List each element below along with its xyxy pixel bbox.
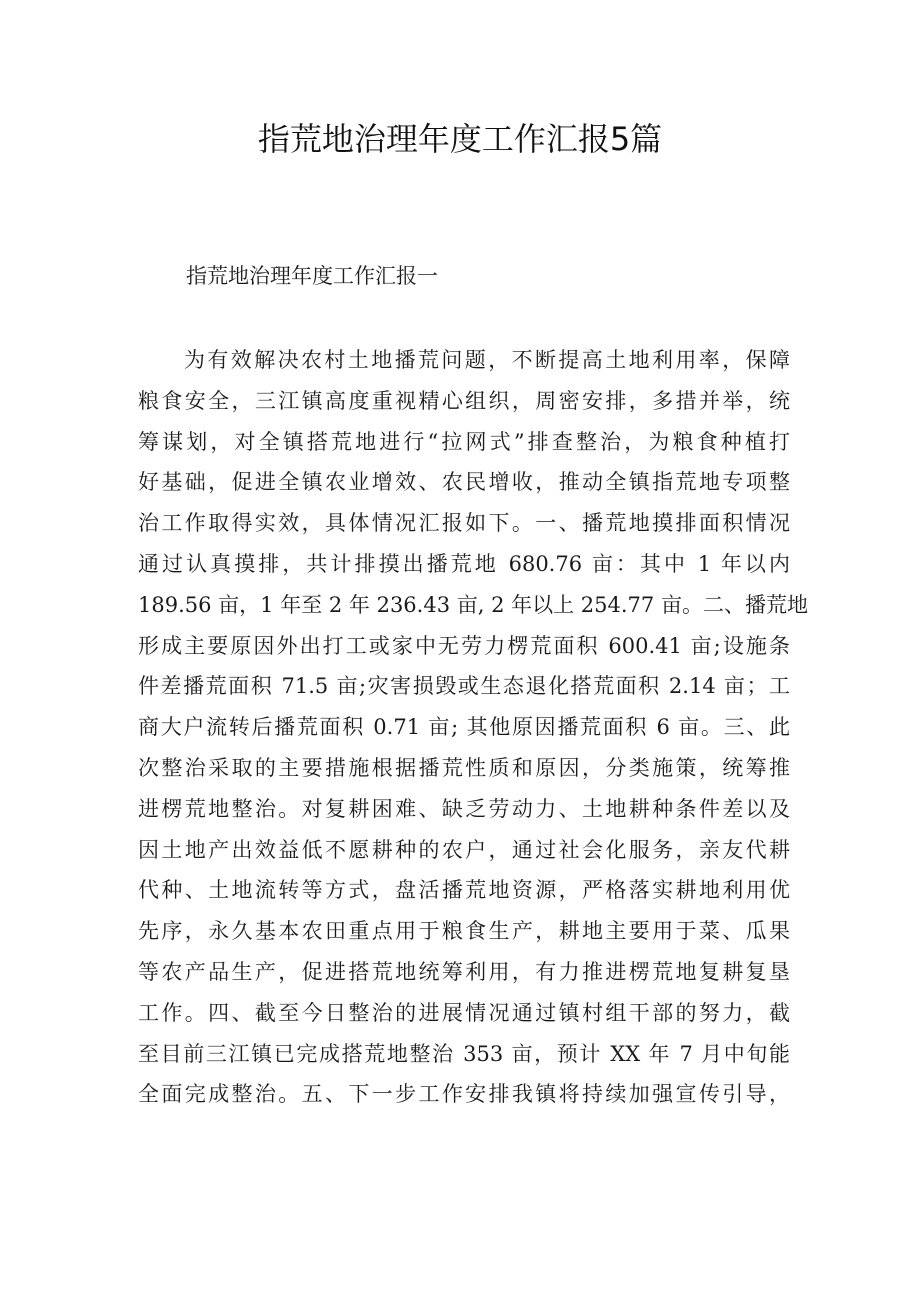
document-title: 指荒地治理年度工作汇报5篇 <box>257 120 663 158</box>
paragraph-line: 次整治采取的主要措施根据播荒性质和原因，分类施策，统筹推 <box>138 755 790 780</box>
paragraph-line: 进楞荒地整治。对复耕困难、缺乏劳动力、土地耕种条件差以及 <box>138 796 790 821</box>
paragraph-line: 全面完成整治。五、下一步工作安排我镇将持续加强宣传引导， <box>138 1082 790 1107</box>
paragraph-line: 因土地产出效益低不愿耕种的农户，通过社会化服务，亲友代耕 <box>138 837 790 862</box>
paragraph-line: 工作。四、截至今日整治的进展情况通过镇村组干部的努力，截 <box>138 1000 790 1025</box>
paragraph-line: 代种、土地流转等方式，盘活播荒地资源，严格落实耕地利用优 <box>138 878 790 903</box>
body-paragraph <box>138 340 808 1115</box>
paragraph-line: 治工作取得实效，具体情况汇报如下。一、播荒地摸排面积情况 <box>138 511 790 536</box>
paragraph-line: 件差播荒面积 71.5 亩;灾害损毁或生态退化搭荒面积 2.14 亩；工 <box>138 674 790 699</box>
paragraph-line: 商大户流转后播荒面积 0.71 亩; 其他原因播荒面积 6 亩。三、此 <box>138 715 790 740</box>
paragraph-line: 筹谋划，对全镇搭荒地进行“拉网式”排查整治，为粮食种植打 <box>138 429 790 454</box>
paragraph-line: 189.56 亩，1 年至 2 年 236.43 亩, 2 年以上 254.77 亩。二、播荒地 <box>138 592 808 617</box>
paragraph-line: 先序，永久基本农田重点用于粮食生产，耕地主要用于菜、瓜果 <box>138 919 790 944</box>
paragraph-line: 至目前三江镇已完成搭荒地整治 353 亩，预计 XX 年 7 月中旬能 <box>138 1041 790 1066</box>
paragraph-line: 粮食安全，三江镇高度重视精心组织，周密安排，多措并举，统 <box>138 388 790 413</box>
paragraph-line: 形成主要原因外出打工或家中无劳力楞荒面积 600.41 亩;设施条 <box>138 633 790 658</box>
paragraph-line: 通过认真摸排，共计排摸出播荒地 680.76 亩：其中 1 年以内 <box>138 551 790 576</box>
section-heading: 指荒地治理年度工作汇报一 <box>186 264 438 288</box>
paragraph-line: 好基础，促进全镇农业增效、农民增收，推动全镇指荒地专项整 <box>138 470 790 495</box>
paragraph-line: 等农产品生产，促进搭荒地统筹利用，有力推进楞荒地复耕复垦 <box>138 959 790 984</box>
paragraph-line: 为有效解决农村土地播荒问题，不断提高土地利用率，保障 <box>184 348 790 372</box>
